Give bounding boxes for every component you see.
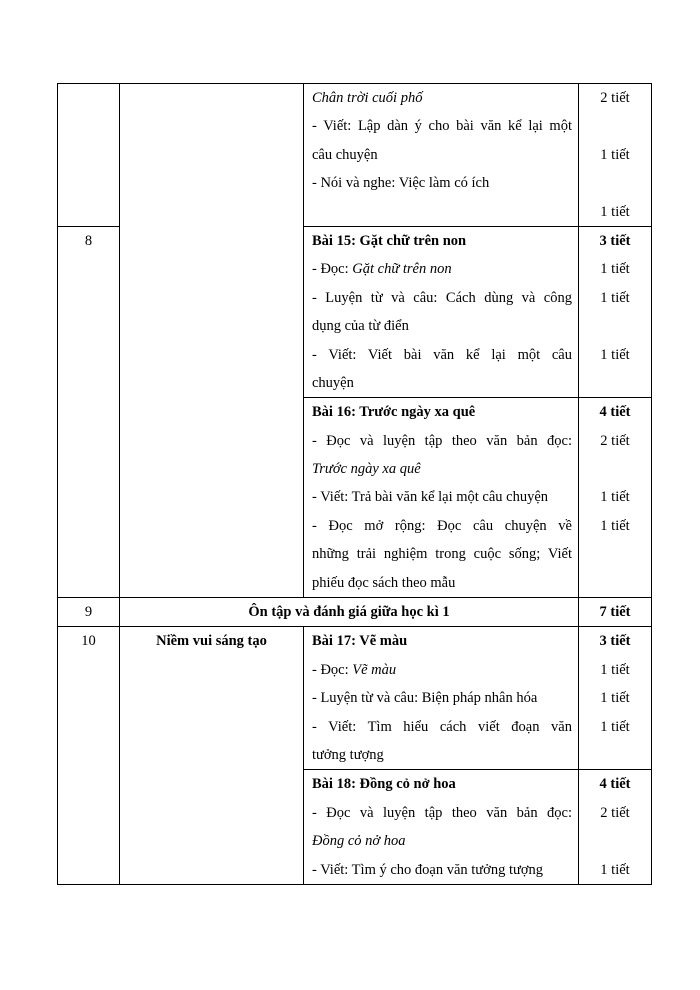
schedule-table	[57, 83, 652, 885]
week-number: 8	[84, 232, 93, 249]
periods-value: 1 tiết	[600, 203, 630, 220]
periods-value: 2 tiết	[600, 90, 630, 106]
periods-value: 1 tiết	[600, 861, 630, 878]
read-title: Vẽ màu	[352, 661, 397, 678]
read-item	[312, 255, 572, 283]
periods-value: 1 tiết	[600, 289, 630, 306]
week-cell	[58, 598, 120, 627]
vocab-item-cont: dụng của từ điển	[312, 318, 409, 335]
content-cell	[304, 226, 579, 397]
review-cell	[120, 598, 579, 627]
theme-cell	[120, 84, 304, 598]
ext-item-cont: những trải nghiệm trong cuộc sống; Viết	[312, 546, 572, 563]
read-prefix: - Đọc:	[312, 261, 353, 278]
spacer	[579, 169, 651, 197]
speak-item: - Nói và nghe: Việc làm có ích	[312, 175, 490, 192]
spacer	[579, 112, 651, 140]
week-cell	[58, 84, 120, 227]
write-item-cont: câu chuyện	[312, 146, 378, 163]
week-number: 10	[81, 633, 96, 650]
read-title: Gặt chữ trên non	[352, 261, 452, 278]
spacer	[579, 369, 651, 397]
week-number: 9	[84, 604, 93, 621]
periods-value: 1 tiết	[600, 489, 630, 506]
read-title: Trước ngày xa quê	[312, 461, 421, 478]
lesson-title: Bài 15: Gặt chữ trên non	[312, 232, 467, 249]
theme-cell	[120, 627, 304, 885]
content-cell	[304, 627, 579, 770]
write-item: - Viết: Tìm ý cho đoạn văn tưởng tượng	[312, 861, 544, 878]
periods-cell	[579, 598, 652, 627]
read-item: - Đọc và luyện tập theo văn bản đọc:	[312, 804, 572, 821]
content-cell	[304, 84, 579, 227]
table-row	[58, 598, 652, 627]
spacer	[579, 827, 651, 855]
periods-total: 3 tiết	[599, 232, 631, 249]
lesson-title: Bài 16: Trước ngày xa quê	[312, 404, 476, 421]
vocab-item: - Luyện từ và câu: Biện pháp nhân hóa	[312, 690, 538, 707]
table-row	[58, 84, 652, 227]
periods-cell	[579, 627, 652, 770]
periods-cell	[579, 770, 652, 885]
periods-value: 2 tiết	[600, 804, 630, 821]
periods-value: 1 tiết	[600, 690, 630, 707]
periods-value: 1 tiết	[600, 346, 630, 363]
periods-cell	[579, 84, 652, 227]
week-cell	[58, 627, 120, 885]
review-title: Ôn tập và đánh giá giữa học kì 1	[248, 604, 450, 621]
lesson-title: Bài 17: Vẽ màu	[312, 633, 408, 650]
ext-item: - Đọc mở rộng: Đọc câu chuyện về	[312, 517, 572, 534]
vocab-item: - Luyện từ và câu: Cách dùng và công	[312, 289, 572, 306]
periods-total: 4 tiết	[599, 404, 631, 421]
periods-total: 4 tiết	[599, 776, 631, 793]
read-title: Đồng cỏ nở hoa	[312, 833, 406, 850]
table-row	[58, 627, 652, 770]
periods-value: 2 tiết	[600, 432, 630, 449]
write-item-cont: chuyện	[312, 374, 354, 391]
periods-cell	[579, 226, 652, 397]
content-cell	[304, 770, 579, 885]
periods-cell	[579, 398, 652, 598]
periods-total: 3 tiết	[599, 633, 631, 650]
read-item: - Đọc và luyện tập theo văn bản đọc:	[312, 432, 572, 449]
lesson-title: Bài 18: Đồng cỏ nở hoa	[312, 776, 456, 793]
spacer	[579, 312, 651, 340]
spacer	[579, 455, 651, 483]
spacer	[312, 198, 572, 226]
periods-value: 1 tiết	[600, 718, 630, 735]
theme-title: Niềm vui sáng tạo	[156, 633, 267, 650]
periods-total: 7 tiết	[599, 604, 631, 621]
story-title: Chân trời cuối phố	[312, 90, 423, 106]
write-item: - Viết: Trả bài văn kể lại một câu chuyện	[312, 489, 549, 506]
periods-value: 1 tiết	[600, 261, 630, 278]
write-item: - Viết: Lập dàn ý cho bài văn kể lại một	[312, 118, 572, 135]
document-page	[57, 83, 651, 885]
periods-value: 1 tiết	[600, 661, 630, 678]
read-item	[312, 656, 572, 684]
ext-item-cont: phiếu đọc sách theo mẫu	[312, 574, 456, 591]
write-item: - Viết: Tìm hiểu cách viết đoạn văn	[312, 718, 572, 735]
read-prefix: - Đọc:	[312, 661, 353, 678]
week-cell	[58, 226, 120, 597]
write-item: - Viết: Viết bài văn kể lại một câu	[312, 346, 572, 363]
periods-value: 1 tiết	[600, 146, 630, 163]
write-item-cont: tưởng tượng	[312, 746, 384, 763]
content-cell	[304, 398, 579, 598]
periods-value: 1 tiết	[600, 517, 630, 534]
spacer	[579, 741, 651, 769]
